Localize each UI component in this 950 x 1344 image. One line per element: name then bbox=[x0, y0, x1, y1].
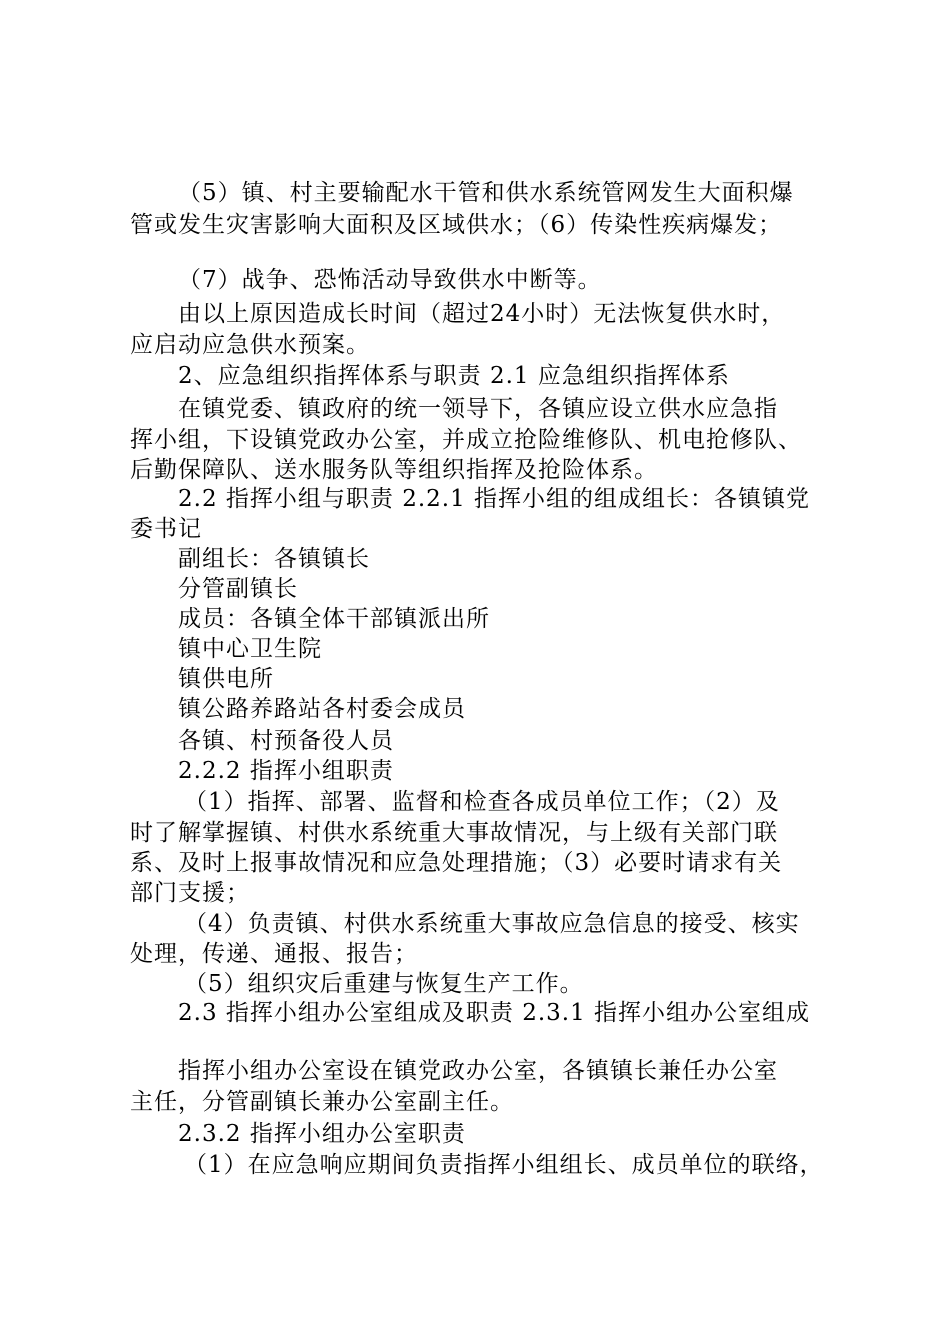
paragraph-line: 在镇党委、镇政府的统一领导下，各镇应设立供水应急指 bbox=[178, 396, 778, 422]
list-item: 分管副镇长 bbox=[178, 576, 298, 602]
paragraph-line: （4）负责镇、村供水系统重大事故应急信息的接受、核实 bbox=[184, 911, 800, 937]
paragraph-line: （7）战争、恐怖活动导致供水中断等。 bbox=[178, 267, 602, 293]
paragraph-line: 处理，传递、通报、报告； bbox=[130, 941, 418, 967]
list-item: 各镇、村预备役人员 bbox=[178, 728, 394, 754]
paragraph-line: 应启动应急供水预案。 bbox=[130, 332, 370, 358]
paragraph-line: （5）镇、村主要输配水干管和供水系统管网发生大面积爆 bbox=[178, 180, 794, 206]
paragraph-line: 时了解掌握镇、村供水系统重大事故情况，与上级有关部门联 bbox=[130, 820, 778, 846]
list-item: 镇中心卫生院 bbox=[178, 636, 322, 662]
list-item: 镇公路养路站各村委会成员 bbox=[178, 696, 466, 722]
section-heading: 2.2 指挥小组与职责 2.2.1 指挥小组的组成组长：各镇镇党 bbox=[178, 486, 811, 512]
paragraph-line: 由以上原因造成长时间（超过24小时）无法恢复供水时， bbox=[178, 301, 786, 327]
paragraph-line: 后勤保障队、送水服务队等组织指挥及抢险体系。 bbox=[130, 457, 658, 483]
section-heading: 2、应急组织指挥体系与职责 2.1 应急组织指挥体系 bbox=[178, 363, 730, 389]
paragraph-line: （5）组织灾后重建与恢复生产工作。 bbox=[184, 971, 584, 997]
list-item: 镇供电所 bbox=[178, 666, 274, 692]
paragraph-line: 主任，分管副镇长兼办公室副主任。 bbox=[130, 1089, 514, 1115]
paragraph-line: （1）在应急响应期间负责指挥小组组长、成员单位的联络， bbox=[184, 1152, 824, 1178]
paragraph-line: 指挥小组办公室设在镇党政办公室，各镇镇长兼任办公室 bbox=[178, 1058, 778, 1084]
paragraph-line: 系、及时上报事故情况和应急处理措施；（3）必要时请求有关 bbox=[130, 850, 783, 876]
paragraph-line: 挥小组，下设镇党政办公室，并成立抢险维修队、机电抢修队、 bbox=[130, 427, 802, 453]
paragraph-line: 管或发生灾害影响大面积及区域供水；（6）传染性疾病爆发； bbox=[130, 212, 783, 238]
list-item: 副组长：各镇镇长 bbox=[178, 546, 370, 572]
paragraph-line: 部门支援； bbox=[130, 880, 250, 906]
section-heading: 2.3.2 指挥小组办公室职责 bbox=[178, 1121, 466, 1147]
section-heading: 2.3 指挥小组办公室组成及职责 2.3.1 指挥小组办公室组成 bbox=[178, 1000, 811, 1026]
list-item: 成员：各镇全体干部镇派出所 bbox=[178, 606, 490, 632]
section-heading: 2.2.2 指挥小组职责 bbox=[178, 758, 394, 784]
paragraph-line: 委书记 bbox=[130, 516, 202, 542]
paragraph-line: （1）指挥、部署、监督和检查各成员单位工作；（2）及 bbox=[184, 789, 780, 815]
